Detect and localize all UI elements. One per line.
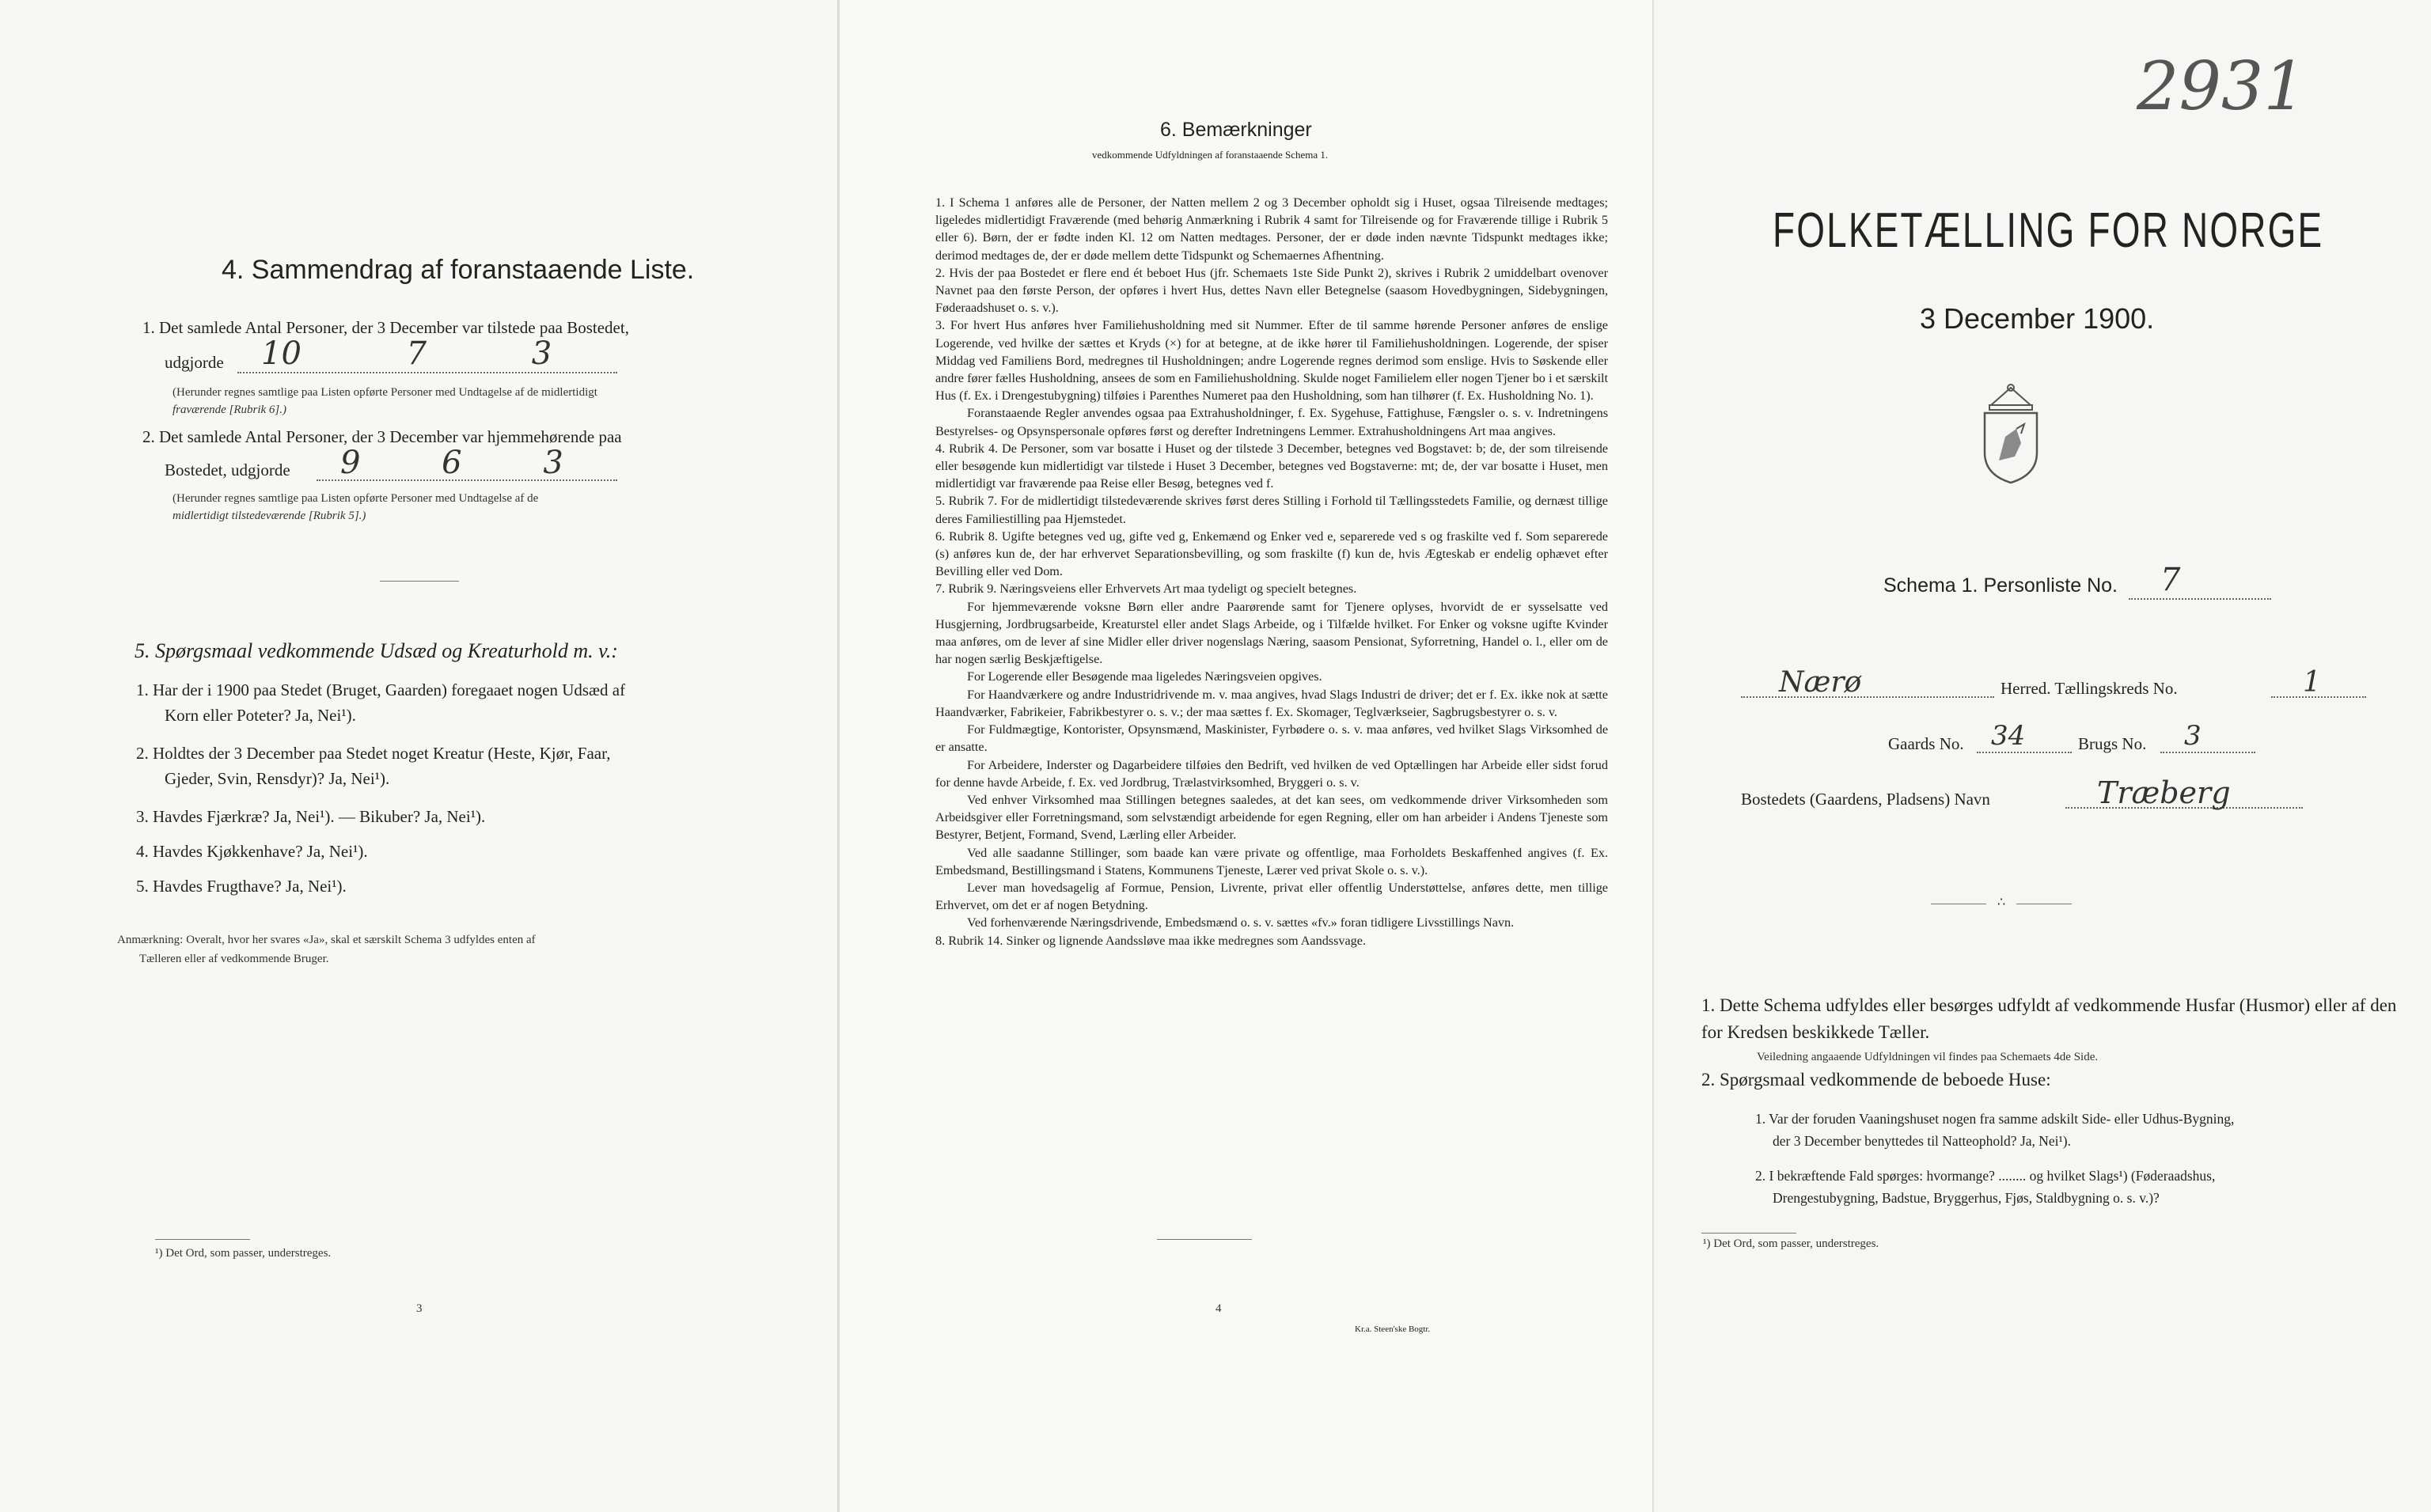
- s4-handwritten-1: 10 7 3: [261, 335, 552, 372]
- footer-rule: [1157, 1239, 1252, 1240]
- s5-q2a: 2. Holdtes der 3 December paa Stedet noget Kreatur (Heste, Kjør, Faar,: [136, 744, 611, 763]
- gaards-line: [1977, 752, 2072, 753]
- document-title: FOLKETÆLLING FOR NORGE: [1773, 203, 2324, 258]
- remark-8: 8. Rubrik 14. Sinker og lignende Aandssløve maa ikke medregnes som Aandssvage.: [935, 933, 1366, 948]
- remark-7d: For Fuldmægtige, Kontorister, Opsynsmænd, Maskinister, Fyrbødere o. s. v. maa anføres, ved hvilket Slags Virksomhed de er ansatte.: [935, 722, 1608, 755]
- brugs-label: Brugs No.: [2078, 734, 2147, 753]
- s5-q4: 4. Havdes Kjøkkenhave? Ja, Nei¹).: [136, 842, 368, 861]
- bosted-handwritten: Træberg: [2097, 775, 2231, 810]
- schema-label: Schema 1. Personliste No.: [1883, 574, 2118, 597]
- remark-6: 6. Rubrik 8. Ugifte betegnes ved ug, gifte ved g, Enkemænd og Enker ved e, separerede ved s og fraskilte ved f. Som separerede (s) anføres kun de, der har erhvervet Separationsbevilling, og som fraskilte (f) kun de, hvis Ægteskab er endelig ophævet efter Bevilling eller ved Dom.: [935, 529, 1608, 579]
- s4-line1b: udgjorde: [165, 353, 224, 372]
- gaards-number: 34: [1991, 720, 2026, 752]
- s4-line1a: 1. Det samlede Antal Personer, der 3 December var tilstede paa Bostedet,: [142, 318, 629, 337]
- section-4-title: 4. Sammendrag af foranstaaende Liste.: [222, 255, 695, 285]
- s5-q3: 3. Havdes Fjærkræ? Ja, Nei¹). — Bikuber? Ja, Nei¹).: [136, 807, 486, 826]
- instruction-2-1b: der 3 December benyttedes til Natteophold? Ja, Nei¹).: [1773, 1133, 2071, 1149]
- page-fold-left: [837, 0, 840, 1512]
- remark-3-extra: Foranstaaende Regler anvendes ogsaa paa Extrahusholdninger, f. Ex. Sygehuse, Fattighuse, Fængsler o. s. v. Indretningens Bestyrelses- og Opsynspersonale opføres først og derefter Indretningens Lemmer. Extrahusholdningens Art maa angives.: [935, 406, 1608, 438]
- remark-4: 4. Rubrik 4. De Personer, som var bosatte i Huset og der tilstede 3 December, betegnes ved Bogstavet: b; de, der som tilreisende eller besøgende kun midlertidigt var tilstede i Huset 3 December, betegnes ved Bogstaverne: mt; de, der var bosatte i Huset, men midlertidigt var fraværende paa Reise eller Besøg, betegnes ved f.: [935, 441, 1608, 491]
- page-middle: [840, 0, 1652, 1512]
- section-6-subtitle: vedkommende Udfyldningen af foranstaaende Schema 1.: [1092, 149, 1329, 161]
- page-number: 3: [416, 1302, 423, 1315]
- remark-7g: Ved alle saadanne Stillinger, som baade kan være private og offentlige, maa Forholdets Beskaffenhed angives (f. Ex. Embedsmand, Bestillingsmand i Statens, Kommunens Tjeneste, Lærer ved privat Skole o. s. v.).: [935, 845, 1608, 877]
- s4-fill-line1: [237, 372, 617, 373]
- census-date: 3 December 1900.: [1920, 302, 2155, 335]
- remark-3: 3. For hvert Hus anføres hver Familiehusholdning med sit Nummer. Efter de til samme hørende Personer anføres de enslige Logerende, ved hvilke der sættes et Kryds (×) for at betegne, at de ikke hører til Familiehusholdningen. Logerende, der spiser Middag ved Familiens Bord, medregnes til Husholdningen; andre Logerende regnes derimod som enslige. Hvis to Søskende eller andre fører fælles Husholdning, ansees de som en Familiehusholdning. Skulde noget Familielem eller nogen Tjener bo i et særskilt Hus (f. Ex. i Drengestubygning) tilføies i Parenthes Numeret paa den Husholdning, som han tilhører (f. Ex. Husholdning No. 1).: [935, 318, 1608, 404]
- remark-2: 2. Hvis der paa Bostedet er flere end ét beboet Hus (jfr. Schemaets 1ste Side Punkt 2), skrives i Rubrik 2 umiddelbart ovenover Navnet paa den første Person, der opføres i hvert Hus, dettes Navn eller Betegnelse (saasom Hovedbygningen, Sidebygningen, Føderaadshuset o. s. v.).: [935, 265, 1608, 316]
- bosted-label: Bostedets (Gaardens, Pladsens) Navn: [1741, 790, 1990, 809]
- s5-q5: 5. Havdes Frugthave? Ja, Nei¹).: [136, 877, 347, 896]
- s4-note2b: midlertidigt tilstedeværende [Rubrik 5].): [173, 510, 366, 522]
- instruction-2-1a: 1. Var der foruden Vaaningshuset nogen fra samme adskilt Side- eller Udhus-Bygning,: [1755, 1111, 2235, 1127]
- brugs-line: [2160, 752, 2255, 753]
- section-5-title: 5. Spørgsmaal vedkommende Udsæd og Kreaturhold m. v.:: [135, 639, 618, 662]
- s5-q2b: Gjeder, Svin, Rensdyr)? Ja, Nei¹).: [165, 769, 390, 788]
- s4-note2a: (Herunder regnes samtlige paa Listen opførte Personer med Undtagelse af de: [173, 492, 539, 505]
- s4-note1b: fraværende [Rubrik 6].): [173, 404, 287, 416]
- printer-imprint: Kr.a. Steen'ske Bogtr.: [1355, 1324, 1431, 1334]
- schema-no-line: [2129, 598, 2271, 600]
- kreds-number: 1: [2303, 666, 2321, 699]
- instruction-1-note: Veiledning angaaende Udfyldningen vil findes paa Schemaets 4de Side.: [1757, 1051, 2099, 1063]
- remark-1: 1. I Schema 1 anføres alle de Personer, der Natten mellem 2 og 3 December opholdt sig i Huset, ogsaa Tilreisende medtages; ligeledes midlertidigt Fraværende (med behørig Anmærkning i Rubrik 4 samt for Tilreisende og for Fraværende tillige i Rubrik 5 eller 6). Børn, der er fødte inden Kl. 12 om Natten medtages. Personer, der er døde inden nævnte Tidspunkt medtages ikke; derimod medtages de, der er døde mellem dette Tidspunkt og Schemaernes Afhentning.: [935, 195, 1608, 263]
- remark-7a: For hjemmeværende voksne Børn eller andre Paarørende samt for Tjenere oplyses, hvorvidt de er sysselsatte ved Husgjerning, Jordbrugsarbeide, Kreaturstel eller andet Slags Arbeide, og i Tilfælde hvilket. For Enker og voksne ugifte Kvinder maa anføres, om de lever af sine Midler eller driver nogenslags Næring, saasom Pensionat, Syforretning, Handel o. l., eller om de har nogen særlig Beskjæftigelse.: [935, 599, 1608, 667]
- gaards-label: Gaards No.: [1888, 734, 1964, 753]
- page-right: [1654, 0, 2431, 1512]
- brugs-number: 3: [2184, 720, 2202, 752]
- instruction-2-2a: 2. I bekræftende Fald spørges: hvormange? ........ og hvilket Slags¹) (Føderaadshus,: [1755, 1168, 2216, 1184]
- remark-7i: Ved forhenværende Næringsdrivende, Embedsmænd o. s. v. sættes «fv.» foran tidligere Livsstillings Navn.: [967, 915, 1515, 930]
- footnote-rule: [155, 1239, 250, 1240]
- s4-note1a: (Herunder regnes samtlige paa Listen opførte Personer med Undtagelse af de midlertidigt: [173, 386, 597, 399]
- s4-line2b: Bostedet, udgjorde: [165, 460, 290, 479]
- instruction-2-2b: Drengestubygning, Badstue, Bryggerhus, Fjøs, Staldbygning o. s. v.)?: [1773, 1190, 2160, 1206]
- s5-note-a: Anmærkning: Overalt, hvor her svares «Ja», skal et særskilt Schema 3 udfyldes enten af: [117, 934, 536, 946]
- archive-number: 2931: [2137, 47, 2306, 125]
- herred-label: Herred. Tællingskreds No.: [2001, 679, 2178, 698]
- herred-handwritten: Nærø: [1779, 666, 1862, 699]
- remark-7f: Ved enhver Virksomhed maa Stillingen betegnes saaledes, at det kan sees, om vedkommende driver Virksomheden som Arbeidsgiver eller Forretningsmand, som selvstændigt arbeidende for egen Regning, eller om han arbeider i Andens Tjeneste som Bestyrer, Betjent, Formand, Svend, Lærling eller Arbeider.: [935, 792, 1608, 843]
- page-left: [0, 0, 839, 1512]
- coat-of-arms-icon: [1975, 381, 2046, 488]
- remark-7b: For Logerende eller Besøgende maa ligeledes Næringsveien opgives.: [967, 669, 1322, 684]
- instruction-2: 2. Spørgsmaal vedkommende de beboede Huse:: [1701, 1070, 2051, 1089]
- divider: [380, 581, 459, 582]
- s5-q1b: Korn eller Poteter? Ja, Nei¹).: [165, 706, 356, 725]
- s5-q1a: 1. Har der i 1900 paa Stedet (Bruget, Gaarden) foregaaet nogen Udsæd af: [136, 680, 626, 699]
- schema-number: 7: [2160, 562, 2181, 598]
- page-number: 4: [1216, 1302, 1222, 1315]
- remarks-body: [935, 194, 1608, 949]
- remark-7c: For Haandværkere og andre Industridrivende m. v. maa angives, hvad Slags Industri de driver; det er f. Ex. ikke nok at sætte Haandværker, Fabrikeier, Fabrikbestyrer o. s. v.; der maa sættes f. Ex. Skomager, Teglværkseier, Sagbrugsbestyrer o. s. v.: [935, 687, 1608, 719]
- footnote: ¹) Det Ord, som passer, understreges.: [1703, 1237, 1879, 1250]
- remark-5: 5. Rubrik 7. For de midlertidigt tilstedeværende skrives først deres Stilling i Forhold til Tællingsstedets Familie, og dernæst tillige deres Familiestilling paa Hjemstedet.: [935, 494, 1608, 526]
- remark-7: 7. Rubrik 9. Næringsveiens eller Erhvervets Art maa tydeligt og specielt betegnes.: [935, 582, 1357, 597]
- s4-handwritten-2: 9 6 3: [340, 445, 563, 481]
- section-6-title: 6. Bemærkninger: [1160, 119, 1312, 141]
- remark-7e: For Arbeidere, Inderster og Dagarbeidere tilføies den Bedrift, ved hvilken de ved Optællingen har Arbeide eller sidst forud for denne havde Arbeide, f. Ex. ved Jordbrug, Trælastvirksomhed, Bryggeri o. s. v.: [935, 757, 1608, 790]
- remark-7h: Lever man hovedsagelig af Formue, Pension, Livrente, privat eller offentlig Understøttelse, anføres dette, men tillige Erhvervet, om det er af nogen Betydning.: [935, 880, 1608, 913]
- s4-line2a: 2. Det samlede Antal Personer, der 3 December var hjemmehørende paa: [142, 427, 622, 446]
- s5-note-b: Tælleren eller af vedkommende Bruger.: [139, 953, 329, 965]
- instruction-1: 1. Dette Schema udfyldes eller besørges udfyldt af vedkommende Husfar (Husmor) eller af den for Kredsen beskikkede Tæller.: [1701, 995, 2397, 1042]
- footnote: ¹) Det Ord, som passer, understreges.: [155, 1247, 332, 1260]
- ornament-icon: ∴: [1997, 896, 2006, 909]
